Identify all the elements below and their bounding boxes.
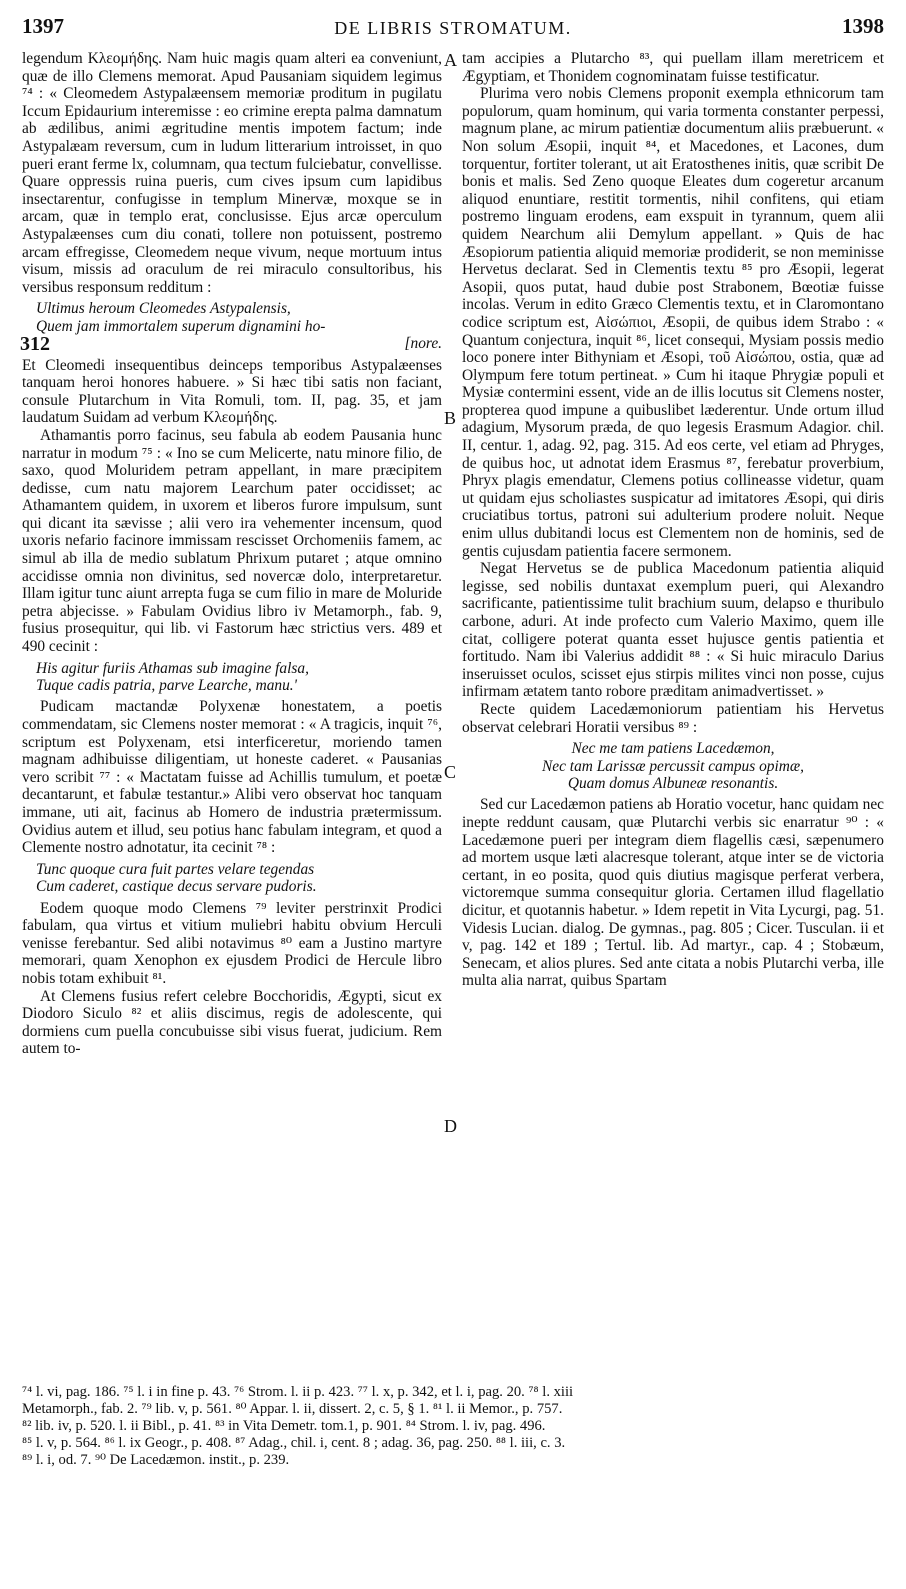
verse-line: [nore. [404,335,442,353]
verse-block [36,660,442,695]
paragraph: Et Cleomedi insequentibus deinceps temporibus Astypalæenses tanquam heroi honores habuere. » Si hæc tibi satis non faciant, consule Plutarchum in Vita Romuli, tom. II, pag. 35, et jam laudatum Suidam ad verbum Κλεομήδης. [22,356,442,427]
paragraph: legendum Κλεομήδης. Nam huic magis quam alteri ea conveniunt, quæ de illo Clemens memorat. Apud Pausaniam siquidem legimus ⁷⁴ : « Cleomedem Astypalæensem memoriæ proditum in pugilatu Iccum Epidaurium interemisse : eo crimine erepta palma damnatum ab ædilibus, animi ægritudine mentis impotem factum; inde Astypalæam reversum, cum in ludum litterarium introisset, in quo pueri erant ferme lx, columnam, qua tectum fulciebatur, convellisse. Quare oppressis ruina pueris, cum cives ipsum cum lapidibus insectarentur, confugisse in templum Minervæ, moxque se in arcam, quæ in templo erat, conclusisse. Ejus arcæ operculum Astypalæenses cum diu conati, tollere non potuissent, postremo arcam effregisse, Cleomedem neque vivum, neque mortuum intus visum, missis ad oraculum de rei miraculo consultoribus, his versibus responsum redditum : [22,50,442,296]
paragraph: Sed cur Lacedæmon patiens ab Horatio vocetur, hanc quidam nec inepte reddunt causam, quæ Plutarchi verbis sic enarratur ⁹⁰ : « Lacedæmone pueri per integram diem flagellis cæsi, sæpenumero ad mortem usque læti alacresque tolerant, atque inter se de victoria certant, in eo posita, quod quis diutius magisque perferat verbera, victoremque summa consequitur gloria. Certamen illud flagellatio dicitur, et quotannis habetur. » Idem repetit in Vita Lycurgi, pag. 51. Videsis Lucian. dialog. De gymnas., pag. 805 ; Cicer. Tusculan. ii et v, pag. 142 et 189 ; Tertul. lib. Ad martyr., cap. 4 ; Stobæum, Senecam, et alios plures. Sed ante citata a nobis Plutarchi verba, ille multa alia narrat, quibus Spartam [462,796,884,990]
margin-letter-a: A [444,50,457,70]
margin-letter-b: B [444,408,457,428]
footnote-line: ⁸⁵ l. v, p. 564. ⁸⁶ l. ix Geogr., p. 408. ⁸⁷ Adag., chil. i, cent. 8 ; adag. 36, pag. 250. ⁸⁸ l. iii, c. 3. [22,1435,566,1451]
right-column [462,50,884,990]
verse-block [36,300,442,352]
marginal-number: 312 [20,333,50,355]
verse-line: Nec tam Larissæ percussit campus opimæ, [542,757,804,775]
footnote-line: ⁷⁴ l. vi, pag. 186. ⁷⁵ l. i in fine p. 43. ⁷⁶ Strom. l. ii p. 423. ⁷⁷ l. x, p. 342, et l. i, pag. 20. ⁷⁸ l. xiii [22,1384,574,1400]
verse-line: Quem jam immortalem superum dignamini ho- [36,317,326,335]
paragraph: Plurima vero nobis Clemens proponit exempla ethnicorum tam populorum, quam hominum, qui varia tormenta constanter perpessi, magnum plane, ac mirum patientiæ documentum aliis præbuerunt. « Non solum Æsopii, inquit ⁸⁴, et Macedones, et Lacones, dum torquentur, fortiter tolerant, ut ait Eratosthenes initis, quæ scribit De bonis et malis. Sed Zeno quoque Eleates dum cogeretur arcanum aliquod enuntiare, restitit tormentis, nihil confitens, qui etiam postremo linguam erodens, eam exspuit in tyrannum, quem alii quidem Nearchum alii Demylum appellant. » Quis de hac Æsopiorum patientia aliquid memoriæ prodiderit, se non meminisse Hervetus declarat. Sed in Clementis textu ⁸⁵ pro Æsopii, legerat Asopii, quos putat, haud dubie post Strabonem, Bœotiæ fuisse incolas. Verum in edito Græco Clementis textu, et in Claromontano codice scriptum est, Αἰσώπιοι, Æsopii, de quibus idem Strabo : « Quantum conjectura, inquit ⁸⁶, licet consequi, Mysiam possis medio loco ponere inter Bithyniam et Æsopi, τοῦ Αἰσώπου, ostia, quæ ad Olympum fere totum pertineat. » Cum hi itaque Phrygiæ populi et Mysiæ contermini essent, vide an de illis locutus sit Clemens noster, propterea quod impune a quibuslibet læderentur. Unde ortum illud adagium, Mysorum præda, de quo legesis Erasmum Adagior. chil. II, centur. 1, adag. 92, pag. 315. Ad eos certe, vel etiam ad Phryges, de quibus hoc, ut adnotat idem Erasmus ⁸⁷, ferebatur proverbium, Phryx plagis emendatur, Clemens potius collineasse videtur, quam ut quidam ejus scholiastes suspicatur ad imitatores Æsopi, qui diris cruciatibus tortus, patroni sui adulterium prodere noluit. Neque enim ullus dubitandi locus est Clementem non de hominis, sed de gentis cujusdam patientia facere sermonem. [462,85,884,560]
verse-block [462,740,884,792]
paragraph: Negat Hervetus se de publica Macedonum patientia aliquid legisse, sed nobilis duntaxat exemplum pueri, qui Alexandro sacrificante, patientissime tulit brachium suum, delapso e thuribulo carbone, aduri. At inde profecto cum Valerio Maximo, quem ille citat, colligere poterat quanta esset hujusce gentis patientia et fortitudo. Nam ibi Valerius addidit ⁸⁸ : « Si huic miraculo Darius inseruisset oculos, scisset ejus stirpis milites vinci non posse, cujus infirmam ætatem tanto robore præditam animadvertisset. » [462,560,884,701]
footnote-line: ⁸² lib. iv, p. 520. l. ii Bibl., p. 41. ⁸³ in Vita Demetr. tom.1, p. 901. ⁸⁴ Strom. l. iv, pag. 496. [22,1418,546,1434]
running-title: DE LIBRIS STROMATUM. [334,18,572,38]
verse-line: Ultimus heroum Cleomedes Astypalensis, [36,300,291,318]
verse-block [36,861,442,896]
verse-line: Tunc quoque cura fuit partes velare tegendas [36,860,315,878]
page-header [0,14,906,50]
left-page-number: 1397 [22,14,64,38]
paragraph: Recte quidem Lacedæmoniorum patientiam his Hervetus observat celebrari Horatii versibus ⁸⁹ : [462,700,884,736]
footnote-line: ⁸⁹ l. i, od. 7. ⁹⁰ De Lacedæmon. instit., p. 239. [22,1452,290,1468]
right-page-number: 1398 [842,14,884,38]
verse-line: Cum caderet, castique decus servare pudoris. [36,878,317,896]
verse-line: Nec me tam patiens Lacedæmon, [571,740,775,758]
footnote-line: Metamorph., fab. 2. ⁷⁹ lib. v, p. 561. ⁸⁰ Appar. l. ii, dissert. 2, c. 5, § 1. ⁸¹ l. ii Memor., p. 757. [22,1401,563,1417]
margin-letter-c: C [444,762,457,782]
paragraph: Eodem quoque modo Clemens ⁷⁹ leviter perstrinxit Prodici fabulam, qua virtus et vitium muliebri habitu obvium Herculi venisse ferebantur. Sed alibi notavimus ⁸⁰ eam a Justino martyre memorari, quam Xenophon ex ejusdem Prodici de Hercule libro nobis totam exhibuit ⁸¹. [22,899,442,987]
footnotes [22,1384,884,1469]
verse-line: Tuque cadis patria, parve Learche, manu.' [36,677,297,695]
paragraph: Athamantis porro facinus, seu fabula ab eodem Pausania hunc narratur in modum ⁷⁵ : « Ino se cum Melicerte, natu minore filio, de saxo, quod Moluridem petram appellant, in mare præcipitem dedisse, cum natu majorem Learchum pater occidisset; ac Athamantem quidem, in uxorem et liberos furore impulsum, sunt qui dicant ita sævisse ; alii vero ira vehementer incensum, quod uxoris nefario facinore immissam rescisset Orchomeniis famem, ac simul ab illa de medio sublatum Phrixum putaret ; atque omnino accidisse omnia non divinitus, sed novercæ dolo, interpretaretur. Illam igitur tunc aiunt arrepta fuga se cum filio in mare de Moluride petra abjecisse. » Fabulam Ovidius libro iv Metamorph., fab. 9, fusius prosequitur, qui lib. vi Fastorum hæc strictius vers. 489 et 490 cecinit : [22,426,442,656]
margin-letter-d: D [444,1116,457,1136]
verse-line: Quam domus Albuneæ resonantis. [567,774,779,792]
paragraph: Pudicam mactandæ Polyxenæ honestatem, a poetis commendatam, sic Clemens noster memorat : « A tragicis, inquit ⁷⁶, scriptum est Polyxenam, etsi interficeretur, moriendo tamen magnam adhibuisse diligentiam, ut honeste caderet. « Pausanias vero scribit ⁷⁷ : « Mactatam fuisse ad Achillis tumulum, et poetæ decantarunt, et fabulæ testantur.» Alibi vero observat hoc tanquam immane, uti ait, facinus ab Homero de industria prætermissum. Ovidius autem et illud, seu potius hanc fabulam integram, et quod a Clemente nostro adnotatur, ita cecinit ⁷⁸ : [22,698,442,857]
verse-line: His agitur furiis Athamas sub imagine falsa, [36,659,309,677]
left-column [22,50,442,1058]
paragraph: At Clemens fusius refert celebre Bocchoridis, Ægypti, sicut ex Diodoro Siculo ⁸² et aliis discimus, regis de adolescente, qui dormiens cum puella concubuisse sibi visus fuerat, judicium. Rem autem to- [22,987,442,1058]
paragraph: tam accipies a Plutarcho ⁸³, qui puellam illam meretricem et Ægyptiam, et Thonidem cognominatam fuisse testificatur. [462,50,884,85]
